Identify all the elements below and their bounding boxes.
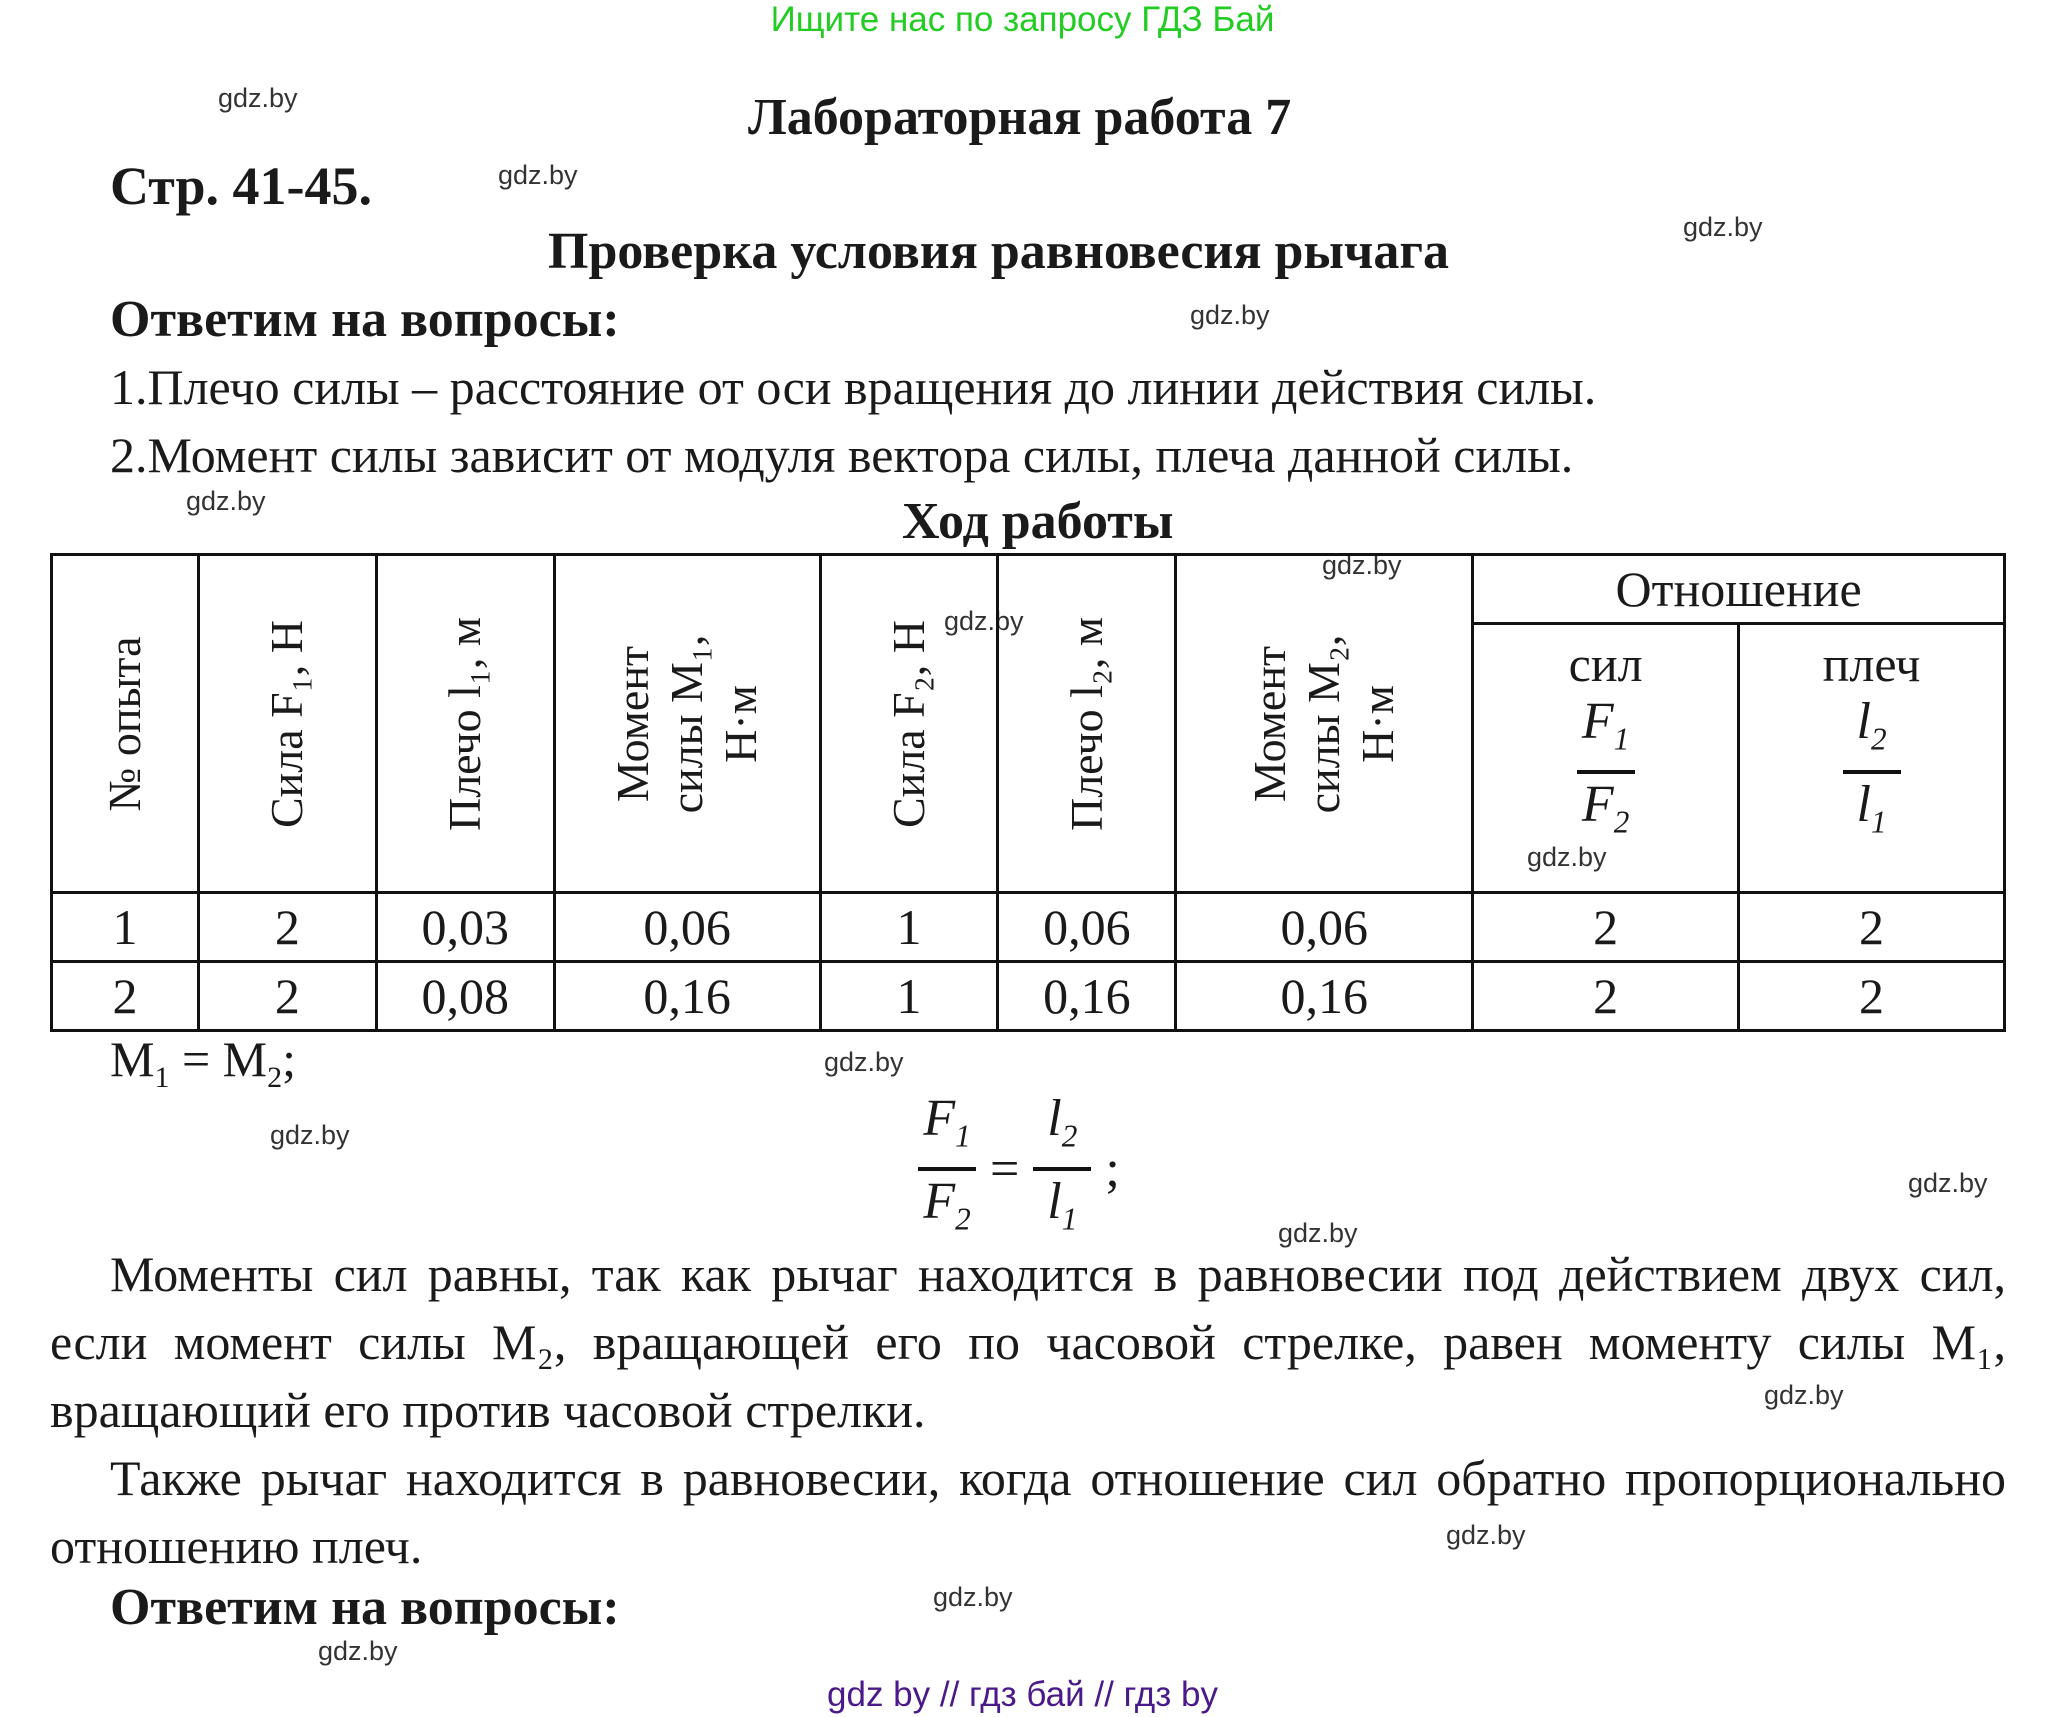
conclusion-paragraph-1: Моменты сил равны, так как рычаг находится в равновесии под действием двух сил, если момент силы M₂, вращающей его по часовой стрелке, равен моменту силы M₁, вращающий его против часовой стрелки.: [50, 1246, 2006, 1438]
table-row: 2 2 0,08 0,16 1 0,16 0,16 2 2: [52, 962, 2005, 1031]
watermark: gdz.by: [270, 1120, 350, 1150]
questions-heading-2: Ответим на вопросы:: [110, 1579, 620, 1636]
watermark: gdz.by: [1764, 1380, 1844, 1410]
page-reference: Стр. 41-45.: [110, 156, 372, 216]
header-force-2: Сила F₂, Н: [820, 555, 998, 893]
search-banner[interactable]: Ищите нас по запросу ГДЗ Бай: [770, 0, 1275, 39]
watermark: gdz.by: [944, 606, 1024, 636]
watermark: gdz.by: [218, 83, 298, 113]
table-row: 1 2 0,03 0,06 1 0,06 0,06 2 2: [52, 893, 2005, 962]
footer-links[interactable]: gdz by // гдз бай // гдз by: [827, 1675, 1218, 1714]
work-heading: Ход работы: [902, 493, 1174, 550]
header-ratio-arms: плеч $\frac{l_2}{l_1}$: [1739, 624, 2005, 893]
watermark: gdz.by: [1278, 1218, 1358, 1248]
header-arm-2: Плечо l₂, м: [998, 555, 1176, 893]
watermark: gdz.by: [1527, 842, 1607, 872]
lab-title: Лабораторная работа 7: [748, 89, 1292, 146]
watermark: gdz.by: [1322, 550, 1402, 580]
watermark: gdz.by: [1683, 212, 1763, 242]
questions-heading: Ответим на вопросы:: [110, 291, 620, 348]
header-force-1: Сила F₁, Н: [198, 555, 376, 893]
ratio-equation: $\frac{F_1}{F_2}$ = $\frac{l_2}{l_1}$ ;: [918, 1090, 1120, 1249]
watermark: gdz.by: [186, 486, 266, 516]
conclusion-paragraph-2: Также рычаг находится в равновесии, когда отношение сил обратно пропорционально отношению плеч.: [50, 1450, 2006, 1574]
header-ratio-forces: сил $\frac{F_1}{F_2}$: [1473, 624, 1739, 893]
header-arm-1: Плечо l₁, м: [376, 555, 554, 893]
results-table: [50, 553, 2006, 1032]
header-moment-2: Момент силы M₂, Н·м: [1176, 555, 1473, 893]
header-moment-1: Момент силы M₁, Н·м: [554, 555, 820, 893]
answer-2: 2.Момент силы зависит от модуля вектора силы, плеча данной силы.: [110, 427, 1574, 483]
subtitle: Проверка условия равновесия рычага: [548, 223, 1449, 280]
watermark: gdz.by: [1908, 1168, 1988, 1198]
watermark: gdz.by: [824, 1047, 904, 1077]
header-trial-number: № опыта: [52, 555, 199, 893]
header-ratio: Отношение: [1473, 555, 2005, 624]
moments-equation: $M_1 = M_2$;: [110, 1031, 297, 1094]
watermark: gdz.by: [318, 1636, 398, 1666]
watermark: gdz.by: [498, 160, 578, 190]
answer-1: 1.Плечо силы – расстояние от оси вращения до линии действия силы.: [110, 359, 1597, 415]
watermark: gdz.by: [1446, 1520, 1526, 1550]
watermark: gdz.by: [933, 1582, 1013, 1612]
watermark: gdz.by: [1190, 300, 1270, 330]
fraction-l2-l1: $\frac{l_2}{l_1}$: [1843, 693, 1901, 852]
fraction-f1-f2: $\frac{F_1}{F_2}$: [1577, 693, 1635, 852]
